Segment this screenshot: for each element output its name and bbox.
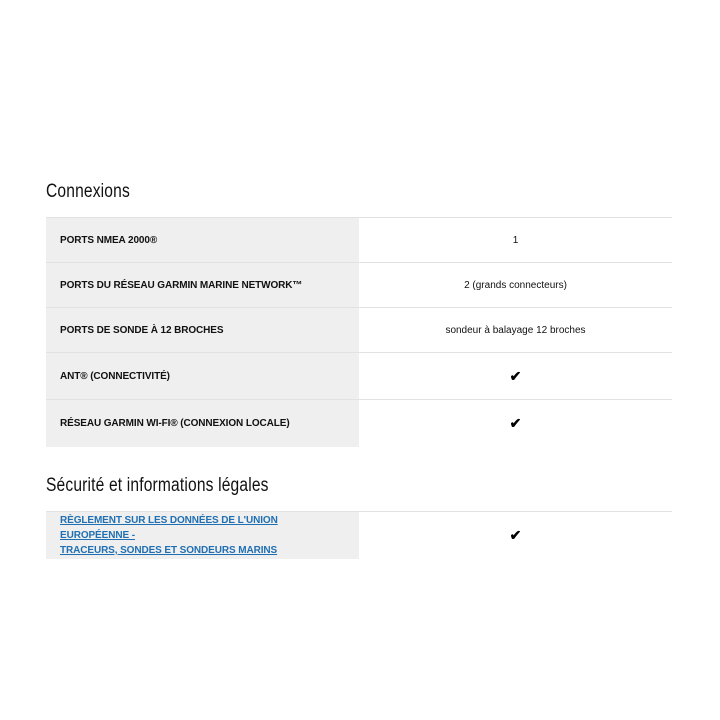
checkmark-icon: ✔: [509, 367, 522, 384]
table-row: [46, 308, 672, 353]
legal-table: [46, 511, 672, 559]
connexions-table: [46, 217, 672, 447]
table-row: [46, 400, 672, 447]
row-label-wifi: RÉSEAU GARMIN WI-FI® (CONNEXION LOCALE): [46, 400, 359, 447]
section-title-legal: Sécurité et informations légales: [46, 475, 269, 496]
row-label-nmea-ports: PORTS NMEA 2000®: [46, 218, 359, 262]
row-value-sonar-ports: sondeur à balayage 12 broches: [445, 324, 586, 336]
section-title-connexions: Connexions: [46, 181, 130, 202]
row-value-marine-network-ports: 2 (grands connecteurs): [464, 279, 567, 291]
table-row: [46, 263, 672, 308]
eu-regulation-link[interactable]: RÈGLEMENT SUR LES DONNÉES DE L'UNION EUROPÉENNE - TRACEURS, SONDES ET SONDEURS MARINS: [60, 515, 278, 556]
checkmark-icon: ✔: [509, 527, 522, 543]
row-value-nmea-ports: 1: [512, 234, 519, 246]
table-row: [46, 353, 672, 400]
row-label-ant: ANT® (CONNECTIVITÉ): [46, 353, 359, 399]
row-label-marine-network-ports: PORTS DU RÉSEAU GARMIN MARINE NETWORK™: [46, 263, 359, 307]
table-row: [46, 512, 672, 559]
table-row: [46, 218, 672, 263]
checkmark-icon: ✔: [509, 415, 522, 431]
row-label-sonar-ports: PORTS DE SONDE À 12 BROCHES: [46, 308, 359, 352]
